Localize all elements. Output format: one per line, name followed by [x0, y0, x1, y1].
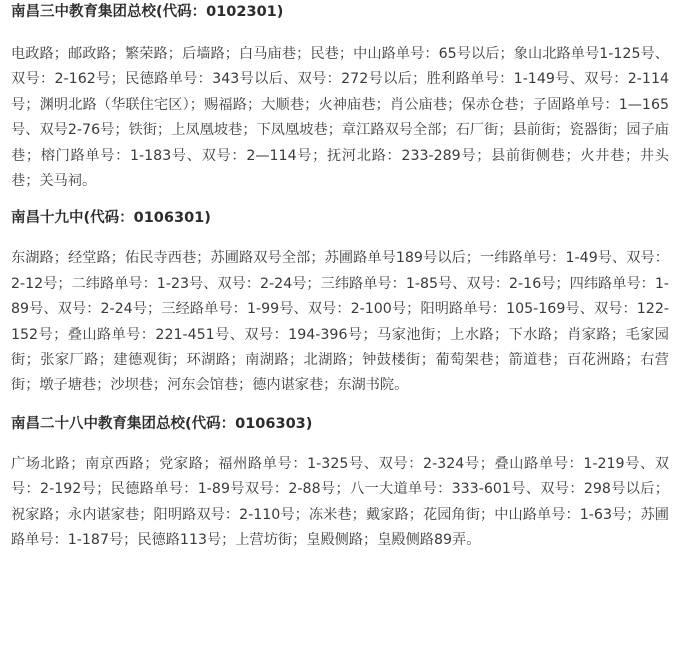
school-section-nanchang-no19: [11, 208, 669, 398]
school-section-nanchang-no28: [11, 414, 669, 554]
school-section-nanchang-no3: [11, 2, 669, 194]
school-district-streets: 电政路；邮政路；繁荣路；后墙路；白马庙巷；民巷；中山路单号：65号以后；象山北路单号1-125号、双号：2-162号；民德路单号：343号以后、双号：272号以后；胜利路单号：1-149号、双号：2-114号；渊明北路（华联住宅区）；赐福路；大顺巷；火神庙巷；肖公庙巷；保赤仓巷；子固路单号：1—165号、双号2-76号；铁街；上凤凰坡巷；下凤凰坡巷；章江路双号全部；石厂街；县前街；瓷器街；园子庙巷；榕门路单号：1-183号、双号：2—114号；抚河北路：233-289号；县前街侧巷；火井巷；井头巷；关马祠。: [11, 46, 669, 190]
school-district-streets: 广场北路；南京西路；党家路；福州路单号：1-325号、双号：2-324号；叠山路单号：1-219号、双号：2-192号；民德路单号：1-89号双号：2-88号；八一大道单号：333-601号、双号：298号以后；祝家路；永内谌家巷；阳明路双号：2-110号；冻米巷；戴家路；花园角街；中山路单号：1-63号；苏圃路单号：1-187号；民德路113号；上营坊街；皇殿侧路；皇殿侧路89弄。: [11, 455, 669, 549]
school-title: 南昌十九中(代码：0106301): [11, 210, 211, 227]
school-district-streets: 东湖路；经堂路；佑民寺西巷；苏圃路双号全部；苏圃路单号189号以后；一纬路单号：1-49号、双号：2-12号；二纬路单号：1-23号、双号：2-24号；三纬路单号：1-85号、双号：2-16号；四纬路单号：1-89号、双号：2-24号；三经路单号：1-99号、双号：2-100号；阳明路单号：105-169号、双号：122-152号；叠山路单号：221-451号、双号：194-396号；马家池街；上水路；下水路；肖家路；毛家园街；张家厂路；建德观街；环湖路；南湖路；北湖路；钟鼓楼街；葡萄架巷；箭道巷；百花洲路；右营街；墩子塘巷；沙坝巷；河东会馆巷；德内谌家巷；东湖书院。: [11, 250, 669, 394]
school-title: 南昌二十八中教育集团总校(代码：0106303): [11, 415, 313, 432]
document-page: [0, 2, 675, 671]
school-title: 南昌三中教育集团总校(代码：0102301): [11, 4, 284, 20]
